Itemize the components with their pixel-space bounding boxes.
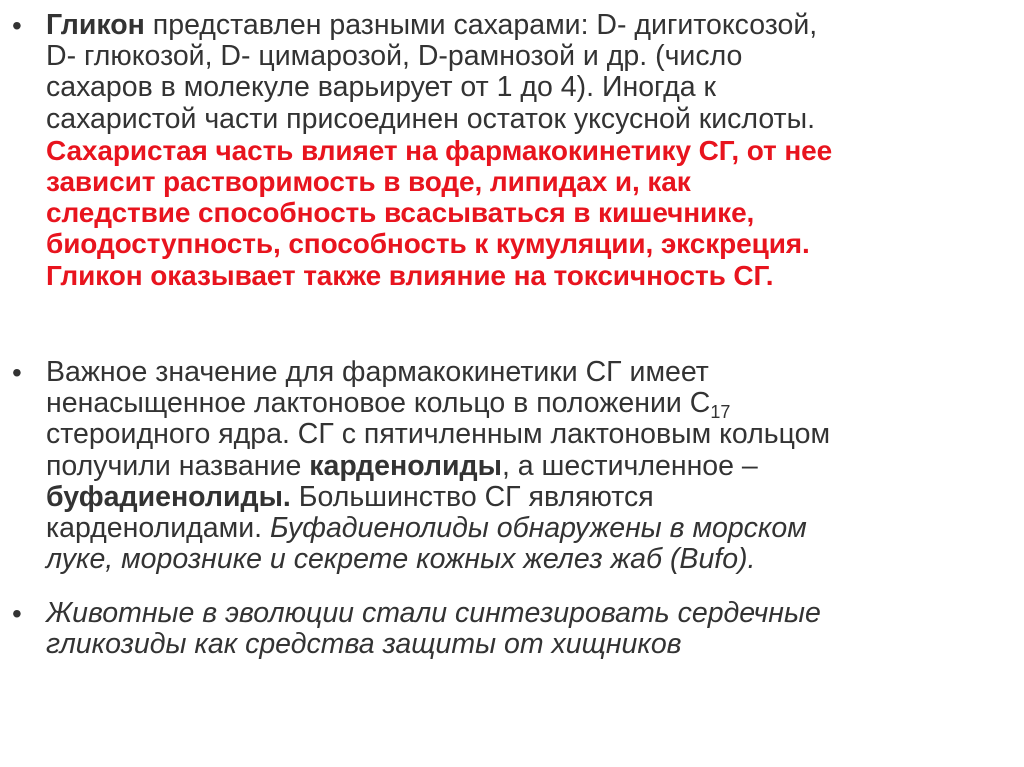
text-run: , а шестичленное – [501, 449, 758, 482]
bold-term: Гликон [46, 9, 145, 41]
subscript-17: 17 [710, 402, 731, 423]
highlight-run: Гликон оказывает также влияние на токсичность СГ. [46, 259, 774, 291]
italic-run: луке, морознике и секрете кожных желез жаб (Bufo). [46, 543, 756, 576]
text-run: стероидного ядра. СГ с пятичленным лактоновым кольцом [46, 418, 831, 451]
text-line [46, 598, 1021, 629]
bullet-text [46, 357, 1021, 575]
text-line [46, 451, 1021, 482]
bullet-text [46, 598, 1021, 660]
bullet-marker: • [12, 357, 22, 388]
text-run: получили название [46, 449, 310, 482]
highlight-run: следствие способность всасываться в кишечнике, [46, 197, 755, 229]
highlight-line [46, 260, 1021, 291]
text-run: карденолидами. [46, 511, 270, 544]
text-line [46, 72, 1021, 103]
highlight-line [46, 166, 1021, 197]
text-line [46, 419, 1021, 450]
text-run: Важное значение для фармакокинетики СГ имеет [46, 356, 709, 388]
text-line [46, 357, 1021, 388]
text-line [46, 387, 1021, 423]
text-run: сахаристой части присоединен остаток уксусной кислоты. [46, 102, 815, 135]
text-run: представлен разными сахарами: D- дигитоксозой, [144, 9, 818, 41]
highlight-run: Сахаристая часть влияет на фармакокинетику СГ, от нее [46, 134, 833, 166]
text-run: сахаров в молекуле варьирует от 1 до 4). Иногда к [46, 71, 717, 104]
highlight-line [46, 197, 1021, 228]
text-line [46, 104, 1021, 135]
italic-run: Животные в эволюции стали синтезировать сердечные [46, 597, 821, 629]
text-line [46, 41, 1021, 72]
bullet-text [46, 10, 1021, 291]
highlight-line [46, 228, 1021, 259]
text-run: D- глюкозой, D- цимарозой, D-рамнозой и др. (число [46, 40, 743, 73]
highlight-line [46, 135, 1021, 166]
text-run: Большинство СГ являются [290, 480, 654, 513]
text-line [46, 482, 1021, 513]
italic-run: гликозиды как средства защиты от хищников [46, 628, 682, 661]
highlight-run: зависит растворимость в воде, липидах и, как [46, 165, 691, 197]
italic-run: Буфадиенолиды обнаружены в морском [269, 511, 807, 544]
text-run: ненасыщенное лактоновое кольцо в положении С [46, 387, 711, 420]
bold-term: карденолиды [309, 449, 502, 482]
bullet-marker: • [12, 598, 22, 629]
text-line [46, 513, 1021, 544]
highlight-run: биодоступность, способность к кумуляции, экскреция. [46, 228, 810, 260]
bold-term: буфадиенолиды. [46, 480, 291, 513]
text-line [46, 629, 1021, 660]
bullet-marker: • [12, 10, 22, 41]
text-line [46, 10, 1021, 41]
text-line [46, 544, 1021, 575]
